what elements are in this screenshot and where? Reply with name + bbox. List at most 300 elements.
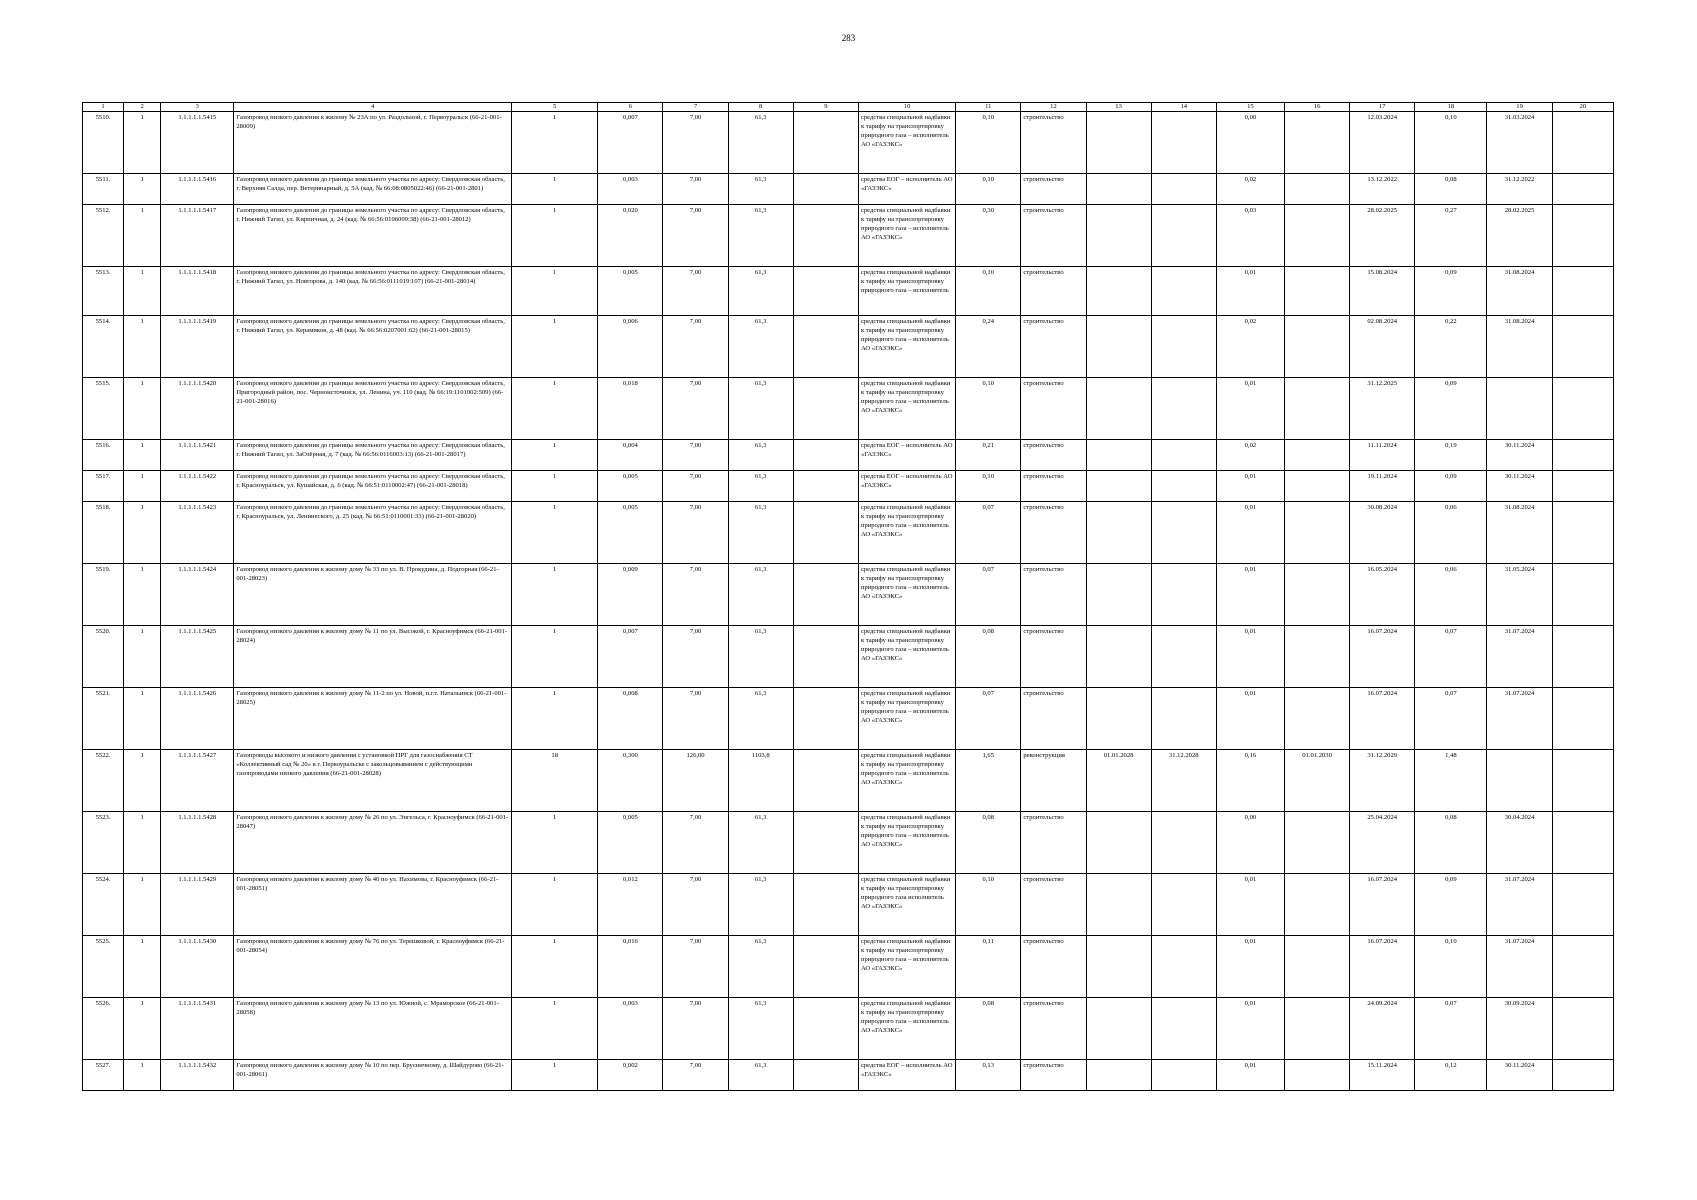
cell-col-16 (1284, 440, 1349, 471)
cell-col-2: 1 (124, 874, 161, 936)
cell-col-18: 0,08 (1415, 174, 1487, 205)
cell-col-20 (1552, 1060, 1613, 1091)
cell-col-5: 1 (512, 812, 598, 874)
cell-col-12: реконструкция (1021, 750, 1086, 812)
cell-col-9 (793, 205, 858, 267)
cell-col-20 (1552, 440, 1613, 471)
cell-col-12: строительство (1021, 378, 1086, 440)
cell-col-11: 0,11 (956, 936, 1021, 998)
cell-col-6: 0,012 (598, 874, 663, 936)
column-number-20: 20 (1552, 103, 1613, 112)
cell-col-4: Газопровод низкого давления до границы земельного участка по адресу: Свердловская область, г. Красноуральск, ул. Кушайская, д. 6 (кад. № 66:51:0110002:47) (66-21-001-28018) (234, 471, 512, 502)
cell-col-2: 1 (124, 174, 161, 205)
cell-col-11: 0,24 (956, 316, 1021, 378)
cell-col-11: 0,10 (956, 471, 1021, 502)
cell-col-8: 1103,8 (728, 750, 793, 812)
cell-col-7: 7,00 (663, 378, 728, 440)
cell-col-19: 28.02.2025 (1487, 205, 1552, 267)
cell-col-12: строительство (1021, 626, 1086, 688)
table-body (83, 112, 1614, 1091)
cell-col-6: 0,008 (598, 688, 663, 750)
cell-col-11: 0,07 (956, 688, 1021, 750)
cell-col-13 (1086, 812, 1151, 874)
cell-col-19: 31.12.2022 (1487, 174, 1552, 205)
cell-col-12: строительство (1021, 205, 1086, 267)
cell-col-12: строительство (1021, 440, 1086, 471)
cell-col-15: 0,01 (1216, 936, 1284, 998)
cell-col-12: строительство (1021, 471, 1086, 502)
cell-col-20 (1552, 471, 1613, 502)
cell-col-19 (1487, 750, 1552, 812)
cell-col-3: 1.1.1.1.1.5419 (161, 316, 234, 378)
cell-col-1: 5525. (83, 936, 124, 998)
cell-col-6: 0,018 (598, 378, 663, 440)
cell-col-1: 5515. (83, 378, 124, 440)
cell-col-1: 5513. (83, 267, 124, 316)
cell-col-10: средства специальной надбавки к тарифу на транспортировку природного газа – исполнитель АО «ГАЗЭКС» (858, 626, 955, 688)
cell-col-7: 7,00 (663, 316, 728, 378)
cell-col-19: 31.08.2024 (1487, 316, 1552, 378)
cell-col-17: 02.08.2024 (1350, 316, 1415, 378)
cell-col-7: 7,00 (663, 471, 728, 502)
cell-col-20 (1552, 688, 1613, 750)
cell-col-4: Газопровод низкого давления до границы земельного участка по адресу: Свердловская область, г. Нижний Тагил, ул. Новгорова, д. 140 (кад. № 66:56:0111019:107) (66-21-001-28014) (234, 267, 512, 316)
cell-col-15: 0,01 (1216, 626, 1284, 688)
table-row (83, 936, 1614, 998)
cell-col-18: 0,09 (1415, 874, 1487, 936)
column-number-3: 3 (161, 103, 234, 112)
cell-col-16 (1284, 205, 1349, 267)
cell-col-7: 7,00 (663, 112, 728, 174)
cell-col-10: средства специальной надбавки к тарифу на транспортировку природного газа – исполнитель (858, 267, 955, 316)
cell-col-15: 0,00 (1216, 812, 1284, 874)
cell-col-14 (1151, 316, 1216, 378)
cell-col-3: 1.1.1.1.1.5420 (161, 378, 234, 440)
cell-col-15: 0,01 (1216, 502, 1284, 564)
cell-col-2: 1 (124, 205, 161, 267)
cell-col-1: 5527. (83, 1060, 124, 1091)
cell-col-16 (1284, 626, 1349, 688)
table-row (83, 471, 1614, 502)
cell-col-13 (1086, 936, 1151, 998)
cell-col-11: 0,10 (956, 874, 1021, 936)
column-number-18: 18 (1415, 103, 1487, 112)
cell-col-12: строительство (1021, 502, 1086, 564)
cell-col-8: 61,3 (728, 471, 793, 502)
cell-col-1: 5524. (83, 874, 124, 936)
table-row (83, 1060, 1614, 1091)
cell-col-11: 0,10 (956, 112, 1021, 174)
cell-col-12: строительство (1021, 316, 1086, 378)
cell-col-17: 31.12.2025 (1350, 378, 1415, 440)
cell-col-7: 7,00 (663, 998, 728, 1060)
cell-col-1: 5520. (83, 626, 124, 688)
cell-col-5: 1 (512, 1060, 598, 1091)
cell-col-19: 31.03.2024 (1487, 112, 1552, 174)
cell-col-12: строительство (1021, 936, 1086, 998)
cell-col-7: 7,00 (663, 688, 728, 750)
cell-col-17: 24.09.2024 (1350, 998, 1415, 1060)
cell-col-19: 31.08.2024 (1487, 267, 1552, 316)
cell-col-18: 1,48 (1415, 750, 1487, 812)
cell-col-16 (1284, 378, 1349, 440)
cell-col-1: 5521. (83, 688, 124, 750)
cell-col-18: 0,10 (1415, 936, 1487, 998)
cell-col-6: 0,003 (598, 998, 663, 1060)
cell-col-14 (1151, 626, 1216, 688)
cell-col-10: средства специальной надбавки к тарифу на транспортировку природного газа – исполнитель АО «ГАЗЭКС» (858, 378, 955, 440)
cell-col-3: 1.1.1.1.1.5431 (161, 998, 234, 1060)
cell-col-7: 7,00 (663, 812, 728, 874)
cell-col-3: 1.1.1.1.1.5429 (161, 874, 234, 936)
page-number: 283 (841, 33, 856, 43)
cell-col-13 (1086, 502, 1151, 564)
cell-col-10: средства специальной надбавки к тарифу на транспортировку природного газа – исполнитель АО «ГАЗЭКС» (858, 112, 955, 174)
cell-col-14 (1151, 502, 1216, 564)
cell-col-20 (1552, 750, 1613, 812)
cell-col-6: 0,003 (598, 174, 663, 205)
cell-col-7: 7,00 (663, 626, 728, 688)
cell-col-18: 0,07 (1415, 688, 1487, 750)
cell-col-17: 16.07.2024 (1350, 626, 1415, 688)
cell-col-17: 16.05.2024 (1350, 564, 1415, 626)
cell-col-2: 1 (124, 502, 161, 564)
cell-col-17: 16.07.2024 (1350, 688, 1415, 750)
cell-col-3: 1.1.1.1.1.5426 (161, 688, 234, 750)
cell-col-20 (1552, 112, 1613, 174)
column-number-10: 10 (858, 103, 955, 112)
cell-col-10: средства специальной надбавки к тарифу на транспортировку природного газа – исполнитель АО «ГАЗЭКС» (858, 936, 955, 998)
cell-col-7: 7,00 (663, 205, 728, 267)
cell-col-10: средства ЕОГ – исполнитель АО «ГАЗЭКС» (858, 471, 955, 502)
table-row (83, 378, 1614, 440)
column-number-14: 14 (1151, 103, 1216, 112)
cell-col-4: Газопровод низкого давления до границы земельного участка по адресу: Свердловская область, Пригородный район, пос. Черноисточинск, ул. Ленина, уч. 110 (кад. № 66:19:1101002:509) (66-21-001-28016) (234, 378, 512, 440)
cell-col-19: 30.11.2024 (1487, 440, 1552, 471)
cell-col-11: 0,21 (956, 440, 1021, 471)
cell-col-6: 0,300 (598, 750, 663, 812)
cell-col-6: 0,005 (598, 502, 663, 564)
cell-col-5: 1 (512, 174, 598, 205)
cell-col-11: 0,08 (956, 626, 1021, 688)
cell-col-10: средства специальной надбавки к тарифу на транспортировку природного газа – исполнитель АО «ГАЗЭКС» (858, 750, 955, 812)
cell-col-5: 1 (512, 112, 598, 174)
cell-col-19: 30.09.2024 (1487, 998, 1552, 1060)
cell-col-4: Газопровод низкого давления к жилому дому № 11 по ул. Высокой, г. Красноуфимск (66-21-001-28024) (234, 626, 512, 688)
cell-col-1: 5511. (83, 174, 124, 205)
cell-col-7: 7,00 (663, 440, 728, 471)
cell-col-20 (1552, 564, 1613, 626)
cell-col-12: строительство (1021, 112, 1086, 174)
cell-col-16 (1284, 1060, 1349, 1091)
cell-col-4: Газопровод низкого давления к жилому дому № 33 по ул. В. Прокудина, д. Подгорная (66-21-001-28023) (234, 564, 512, 626)
cell-col-12: строительство (1021, 998, 1086, 1060)
cell-col-19: 31.07.2024 (1487, 874, 1552, 936)
cell-col-5: 1 (512, 267, 598, 316)
cell-col-15: 0,01 (1216, 267, 1284, 316)
cell-col-3: 1.1.1.1.1.5427 (161, 750, 234, 812)
cell-col-15: 0,01 (1216, 998, 1284, 1060)
column-number-5: 5 (512, 103, 598, 112)
cell-col-10: средства специальной надбавки к тарифу на транспортировку природного газа исполнитель АО «ГАЗЭКС» (858, 874, 955, 936)
cell-col-19: 31.07.2024 (1487, 936, 1552, 998)
cell-col-17: 15.11.2024 (1350, 1060, 1415, 1091)
cell-col-11: 0,10 (956, 174, 1021, 205)
cell-col-14 (1151, 174, 1216, 205)
table-row (83, 688, 1614, 750)
cell-col-19 (1487, 378, 1552, 440)
table-row (83, 812, 1614, 874)
cell-col-18: 0,06 (1415, 564, 1487, 626)
cell-col-11: 0,08 (956, 998, 1021, 1060)
cell-col-1: 5522. (83, 750, 124, 812)
cell-col-2: 1 (124, 378, 161, 440)
cell-col-15: 0,02 (1216, 440, 1284, 471)
cell-col-16: 01.01.2030 (1284, 750, 1349, 812)
column-number-13: 13 (1086, 103, 1151, 112)
cell-col-10: средства специальной надбавки к тарифу на транспортировку природного газа – исполнитель АО «ГАЗЭКС» (858, 205, 955, 267)
cell-col-18: 0,07 (1415, 998, 1487, 1060)
table-row (83, 440, 1614, 471)
cell-col-17: 16.07.2024 (1350, 874, 1415, 936)
cell-col-4: Газопровод низкого давления к жилому дому № 76 по ул. Терешковой, г. Красноуфимск (66-21-001-28054) (234, 936, 512, 998)
table-row (83, 205, 1614, 267)
column-number-6: 6 (598, 103, 663, 112)
cell-col-6: 0,006 (598, 316, 663, 378)
cell-col-14 (1151, 112, 1216, 174)
cell-col-19: 30.04.2024 (1487, 812, 1552, 874)
table-row (83, 316, 1614, 378)
cell-col-18: 0,07 (1415, 626, 1487, 688)
cell-col-5: 18 (512, 750, 598, 812)
cell-col-15: 0,01 (1216, 564, 1284, 626)
cell-col-16 (1284, 267, 1349, 316)
cell-col-17: 30.08.2024 (1350, 502, 1415, 564)
cell-col-11: 0,07 (956, 502, 1021, 564)
table-row (83, 112, 1614, 174)
cell-col-1: 5523. (83, 812, 124, 874)
cell-col-10: средства специальной надбавки к тарифу на транспортировку природного газа – исполнитель АО «ГАЗЭКС» (858, 502, 955, 564)
cell-col-3: 1.1.1.1.1.5421 (161, 440, 234, 471)
cell-col-20 (1552, 502, 1613, 564)
cell-col-2: 1 (124, 440, 161, 471)
cell-col-12: строительство (1021, 812, 1086, 874)
cell-col-9 (793, 874, 858, 936)
cell-col-5: 1 (512, 564, 598, 626)
table-row (83, 626, 1614, 688)
cell-col-12: строительство (1021, 874, 1086, 936)
cell-col-16 (1284, 174, 1349, 205)
cell-col-8: 61,3 (728, 564, 793, 626)
cell-col-9 (793, 1060, 858, 1091)
cell-col-12: строительство (1021, 174, 1086, 205)
cell-col-9 (793, 502, 858, 564)
cell-col-3: 1.1.1.1.1.5432 (161, 1060, 234, 1091)
cell-col-2: 1 (124, 998, 161, 1060)
cell-col-8: 61,3 (728, 112, 793, 174)
cell-col-9 (793, 564, 858, 626)
column-number-16: 16 (1284, 103, 1349, 112)
cell-col-16 (1284, 812, 1349, 874)
cell-col-20 (1552, 936, 1613, 998)
cell-col-7: 7,00 (663, 1060, 728, 1091)
cell-col-14: 31.12.2028 (1151, 750, 1216, 812)
cell-col-20 (1552, 874, 1613, 936)
cell-col-2: 1 (124, 316, 161, 378)
cell-col-3: 1.1.1.1.1.5428 (161, 812, 234, 874)
cell-col-16 (1284, 936, 1349, 998)
table-row (83, 267, 1614, 316)
cell-col-15: 0,01 (1216, 471, 1284, 502)
cell-col-15: 0,03 (1216, 205, 1284, 267)
cell-col-17: 13.12.2022 (1350, 174, 1415, 205)
cell-col-18: 0,06 (1415, 502, 1487, 564)
cell-col-13 (1086, 174, 1151, 205)
cell-col-6: 0,020 (598, 205, 663, 267)
cell-col-17: 19.11.2024 (1350, 471, 1415, 502)
cell-col-9 (793, 471, 858, 502)
cell-col-17: 12.03.2024 (1350, 112, 1415, 174)
cell-col-5: 1 (512, 502, 598, 564)
cell-col-11: 0,10 (956, 267, 1021, 316)
cell-col-7: 7,00 (663, 174, 728, 205)
cell-col-13 (1086, 688, 1151, 750)
cell-col-5: 1 (512, 440, 598, 471)
cell-col-9 (793, 440, 858, 471)
cell-col-15: 0,02 (1216, 174, 1284, 205)
cell-col-13 (1086, 112, 1151, 174)
cell-col-8: 61,3 (728, 378, 793, 440)
cell-col-16 (1284, 502, 1349, 564)
cell-col-17: 15.08.2024 (1350, 267, 1415, 316)
cell-col-13 (1086, 378, 1151, 440)
cell-col-1: 5516. (83, 440, 124, 471)
table-row (83, 564, 1614, 626)
cell-col-18: 0,12 (1415, 1060, 1487, 1091)
cell-col-14 (1151, 267, 1216, 316)
cell-col-1: 5512. (83, 205, 124, 267)
cell-col-1: 5514. (83, 316, 124, 378)
cell-col-7: 7,00 (663, 267, 728, 316)
cell-col-9 (793, 812, 858, 874)
cell-col-2: 1 (124, 812, 161, 874)
column-number-8: 8 (728, 103, 793, 112)
cell-col-9 (793, 936, 858, 998)
cell-col-18: 0,09 (1415, 471, 1487, 502)
cell-col-3: 1.1.1.1.1.5416 (161, 174, 234, 205)
cell-col-8: 61,3 (728, 688, 793, 750)
cell-col-14 (1151, 378, 1216, 440)
cell-col-13 (1086, 1060, 1151, 1091)
cell-col-4: Газопровод низкого давления до границы земельного участка по адресу: Свердловская область, г. Верхняя Салда, пер. Ветеринарный, д. 5А (кад. № 66:08:0805022:46) (66-21-001-2801) (234, 174, 512, 205)
cell-col-3: 1.1.1.1.1.5430 (161, 936, 234, 998)
cell-col-10: средства ЕОГ – исполнитель АО «ГАЗЭКС» (858, 174, 955, 205)
cell-col-18: 0,08 (1415, 812, 1487, 874)
cell-col-7: 7,00 (663, 564, 728, 626)
cell-col-5: 1 (512, 936, 598, 998)
cell-col-13 (1086, 471, 1151, 502)
cell-col-5: 1 (512, 998, 598, 1060)
cell-col-4: Газопровод низкого давления к жилому дому № 26 по ул. Энгельса, г. Красноуфимск (66-21-001-28047) (234, 812, 512, 874)
cell-col-5: 1 (512, 205, 598, 267)
cell-col-9 (793, 998, 858, 1060)
cell-col-14 (1151, 564, 1216, 626)
cell-col-7: 7,00 (663, 502, 728, 564)
cell-col-20 (1552, 998, 1613, 1060)
cell-col-14 (1151, 998, 1216, 1060)
cell-col-8: 61,3 (728, 812, 793, 874)
cell-col-11: 0,13 (956, 1060, 1021, 1091)
cell-col-14 (1151, 812, 1216, 874)
cell-col-2: 1 (124, 564, 161, 626)
cell-col-1: 5517. (83, 471, 124, 502)
cell-col-4: Газопровод низкого давления до границы земельного участка по адресу: Свердловская область, г. Нижний Тагил, ул. ЗаОзёрная, д. 7 (кад. № 66:56:0116003:13) (66-21-001-28017) (234, 440, 512, 471)
cell-col-3: 1.1.1.1.1.5417 (161, 205, 234, 267)
cell-col-9 (793, 750, 858, 812)
cell-col-15: 0,01 (1216, 1060, 1284, 1091)
cell-col-6: 0,009 (598, 564, 663, 626)
cell-col-10: средства ЕОГ – исполнитель АО «ГАЗЭКС» (858, 440, 955, 471)
cell-col-6: 0,016 (598, 936, 663, 998)
column-number-row (83, 103, 1614, 112)
cell-col-14 (1151, 688, 1216, 750)
cell-col-20 (1552, 174, 1613, 205)
cell-col-9 (793, 626, 858, 688)
registry-table (82, 102, 1614, 1091)
table-row (83, 874, 1614, 936)
cell-col-11: 0,08 (956, 812, 1021, 874)
cell-col-8: 61,3 (728, 205, 793, 267)
cell-col-10: средства специальной надбавки к тарифу на транспортировку природного газа – исполнитель АО «ГАЗЭКС» (858, 812, 955, 874)
cell-col-12: строительство (1021, 688, 1086, 750)
cell-col-4: Газопровод низкого давления до границы земельного участка по адресу: Свердловская область, г. Нижний Тагил, ул. Кирпичная, д. 24 (кад. № 66:56:0106009:38) (66-21-001-28012) (234, 205, 512, 267)
cell-col-5: 1 (512, 626, 598, 688)
cell-col-13 (1086, 267, 1151, 316)
cell-col-15: 0,01 (1216, 874, 1284, 936)
cell-col-8: 61,3 (728, 936, 793, 998)
cell-col-9 (793, 174, 858, 205)
cell-col-7: 7,00 (663, 936, 728, 998)
cell-col-20 (1552, 378, 1613, 440)
cell-col-8: 61,3 (728, 502, 793, 564)
cell-col-8: 61,3 (728, 440, 793, 471)
cell-col-6: 0,002 (598, 1060, 663, 1091)
cell-col-5: 1 (512, 378, 598, 440)
cell-col-14 (1151, 440, 1216, 471)
cell-col-6: 0,005 (598, 812, 663, 874)
cell-col-4: Газопровод низкого давления к жилому дому № 40 по ул. Нахимова, г. Красноуфимск (66-21-001-28051) (234, 874, 512, 936)
cell-col-4: Газопровод низкого давления к жилому № 23А по ул. Раздольной, г. Первоуральск (66-21-001-28009) (234, 112, 512, 174)
cell-col-13: 01.01.2028 (1086, 750, 1151, 812)
cell-col-18: 0,19 (1415, 440, 1487, 471)
table-row (83, 174, 1614, 205)
cell-col-1: 5519. (83, 564, 124, 626)
cell-col-16 (1284, 998, 1349, 1060)
cell-col-10: средства специальной надбавки к тарифу на транспортировку природного газа – исполнитель АО «ГАЗЭКС» (858, 998, 955, 1060)
cell-col-13 (1086, 316, 1151, 378)
cell-col-11: 0,07 (956, 564, 1021, 626)
column-number-9: 9 (793, 103, 858, 112)
cell-col-4: Газопроводы высокого и низкого давления с установкой ПРГ для газоснабжения СТ «Коллективный сад № 20» в г. Первоуральске с закольцовыванием с действующими газопроводами низкого давления (66-21-001-28028) (234, 750, 512, 812)
cell-col-5: 1 (512, 316, 598, 378)
cell-col-17: 25.04.2024 (1350, 812, 1415, 874)
cell-col-18: 0,09 (1415, 378, 1487, 440)
cell-col-19: 30.11.2024 (1487, 471, 1552, 502)
table-row (83, 750, 1614, 812)
cell-col-8: 61,3 (728, 874, 793, 936)
cell-col-18: 0,22 (1415, 316, 1487, 378)
cell-col-18: 0,27 (1415, 205, 1487, 267)
